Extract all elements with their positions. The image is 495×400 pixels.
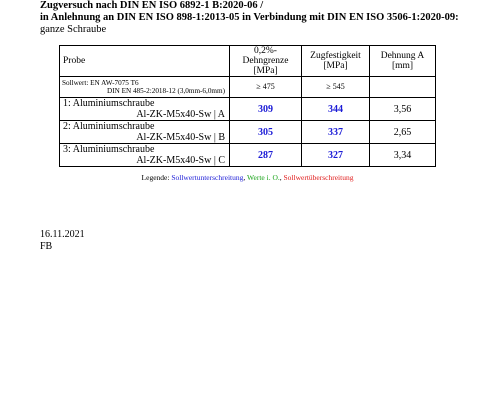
- column-header-probe: Probe: [60, 46, 230, 77]
- spec-tensile-strength: ≥ 545: [302, 77, 370, 98]
- yield-strength-value: 309: [230, 98, 302, 121]
- sample-description: [60, 144, 230, 167]
- yield-strength-value: 305: [230, 121, 302, 144]
- sample-id: Al-ZK-M5x40-Sw | B: [136, 132, 225, 143]
- spec-standard: DIN EN 485-2:2018-12 (3,0mm-6,0mm): [107, 87, 225, 95]
- column-header-tensile-strength-unit: [MPa]: [323, 61, 348, 71]
- spec-row: [60, 77, 436, 98]
- report-title-line-1: Zugversuch nach DIN EN ISO 6892-1 B:2020-06 /: [40, 0, 264, 11]
- tensile-strength-value: 327: [302, 144, 370, 167]
- legend-separator: ,: [243, 173, 248, 182]
- legend-prefix: Legende:: [141, 173, 170, 182]
- elongation-value: 3,56: [370, 98, 436, 121]
- yield-strength-value: 287: [230, 144, 302, 167]
- legend-separator: ,: [279, 173, 284, 182]
- tensile-strength-value: 344: [302, 98, 370, 121]
- report-date: 16.11.2021: [40, 229, 85, 240]
- report-header: [40, 0, 490, 36]
- spec-elongation: [370, 77, 436, 98]
- report-subtitle: ganze Schraube: [40, 24, 107, 35]
- tensile-strength-value: 337: [302, 121, 370, 144]
- table-row: [60, 98, 436, 121]
- sample-description: [60, 98, 230, 121]
- sample-id: Al-ZK-M5x40-Sw | C: [136, 155, 225, 166]
- table-header-row: [60, 46, 436, 77]
- sample-description: [60, 121, 230, 144]
- sample-name: 1: Aluminiumschraube: [63, 98, 155, 109]
- column-header-yield-strength-label: 0,2%-Dehngrenze: [242, 46, 289, 66]
- report-initials: FB: [40, 241, 53, 252]
- elongation-value: 2,65: [370, 121, 436, 144]
- sample-id: Al-ZK-M5x40-Sw | A: [136, 109, 225, 120]
- sample-name: 2: Aluminiumschraube: [63, 121, 155, 132]
- column-header-elongation-unit: [mm]: [391, 61, 414, 71]
- report-title-line-2: in Anlehnung an DIN EN ISO 898-1:2013-05 in Verbindung mit DIN EN ISO 3506-1:2020-09:: [40, 12, 459, 23]
- table-row: [60, 121, 436, 144]
- legend-values-ok: Werte i. O.: [247, 173, 280, 182]
- elongation-value: 3,34: [370, 144, 436, 167]
- results-table: [59, 45, 436, 167]
- column-header-elongation: [370, 46, 436, 77]
- spec-material: Sollwert: EN AW-7075 T6: [62, 78, 139, 87]
- sample-name: 3: Aluminiumschraube: [63, 144, 155, 155]
- legend-over-target: Sollwertüberschreitung: [283, 173, 354, 182]
- legend: [0, 173, 495, 182]
- legend-under-target: Sollwertunterschreitung: [171, 173, 244, 182]
- column-header-elongation-label: Dehnung A: [380, 51, 425, 61]
- spec-yield-strength: ≥ 475: [230, 77, 302, 98]
- column-header-yield-strength-unit: [MPa]: [253, 66, 278, 76]
- spec-description: [60, 77, 230, 98]
- report-footer: [40, 229, 85, 253]
- column-header-yield-strength: [230, 46, 302, 77]
- column-header-tensile-strength-label: Zugfestigkeit: [310, 51, 361, 61]
- table-row: [60, 144, 436, 167]
- column-header-tensile-strength: [302, 46, 370, 77]
